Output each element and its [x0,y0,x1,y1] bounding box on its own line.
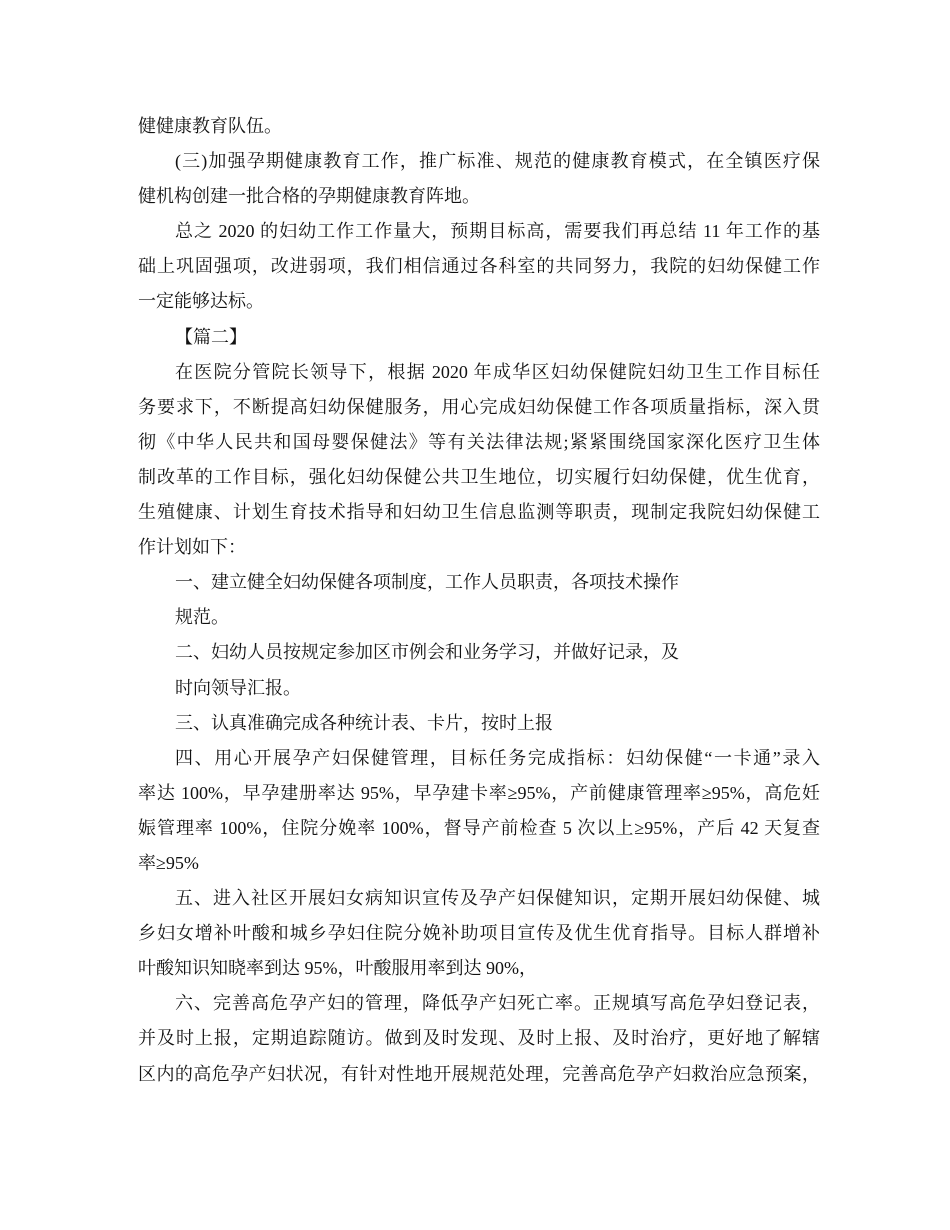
text-line: 率达 100%，早孕建册率达 95%，早孕建卡率≥95%，产前健康管理率≥95%，高危妊 [138,782,820,803]
text-line: 在医院分管院长领导下，根据 2020 年成华区妇幼保健院妇幼卫生工作目标任 [175,361,820,382]
section-heading: 【篇二】 [175,326,247,347]
text-line: 健健康教育队伍。 [138,116,282,136]
text-line: 区内的高危孕产妇状况，有针对性地开展规范处理，完善高危孕产妇救治应急预案， [138,1063,820,1084]
text-line: 率≥95% [138,852,199,873]
text-line: 并及时上报，定期追踪随访。做到及时发现、及时上报、及时治疗，更好地了解辖 [138,1028,820,1049]
text-line: 五、进入社区开展妇女病知识宣传及孕产妇保健知识，定期开展妇幼保健、城 [175,888,820,909]
text-line: 制改革的工作目标，强化妇幼保健公共卫生地位，切实履行妇幼保健，优生优育， [138,466,820,487]
text-line: 规范。 [175,607,229,628]
text-line: 彻《中华人民共和国母婴保健法》等有关法律法规;紧紧围绕国家深化医疗卫生体 [138,431,820,452]
text-line: 四、用心开展孕产妇保健管理，目标任务完成指标：妇幼保健“一卡通”录入 [175,747,820,768]
text-line: 三、认真准确完成各种统计表、卡片，按时上报 [175,712,553,733]
text-line: 叶酸知识知晓率到达 95%，叶酸服用率到达 90%， [138,958,537,979]
text-line: 务要求下，不断提高妇幼保健服务，用心完成妇幼保健工作各项质量指标，深入贯 [138,396,820,417]
text-line: 二、妇幼人员按规定参加区市例会和业务学习，并做好记录，及 [175,642,679,663]
text-line: 乡妇女增补叶酸和城乡孕妇住院分娩补助项目宣传及优生优育指导。目标人群增补 [138,923,820,944]
text-line: 一、建立健全妇幼保健各项制度，工作人员职责，各项技术操作 [175,572,679,593]
page-body [138,109,820,1092]
text-line: 健机构创建一批合格的孕期健康教育阵地。 [138,186,480,207]
text-line: 总之 2020 的妇幼工作工作量大，预期目标高，需要我们再总结 11 年工作的基 [175,221,820,242]
text-line: 六、完善高危孕产妇的管理，降低孕产妇死亡率。正规填写高危孕妇登记表， [175,993,820,1014]
text-line: 一定能够达标。 [138,291,264,312]
text-line: (三)加强孕期健康教育工作，推广标准、规范的健康教育模式，在全镇医疗保 [175,151,820,172]
text-line: 生殖健康、计划生育技术指导和妇幼卫生信息监测等职责，现制定我院妇幼保健工 [138,502,820,523]
text-line: 作计划如下： [138,537,246,558]
text-line: 时向领导汇报。 [175,677,301,698]
text-line: 娠管理率 100%，住院分娩率 100%，督导产前检查 5 次以上≥95%，产后 42 天复查 [138,817,820,838]
text-line: 础上巩固强项，改进弱项，我们相信通过各科室的共同努力，我院的妇幼保健工作 [138,256,820,277]
